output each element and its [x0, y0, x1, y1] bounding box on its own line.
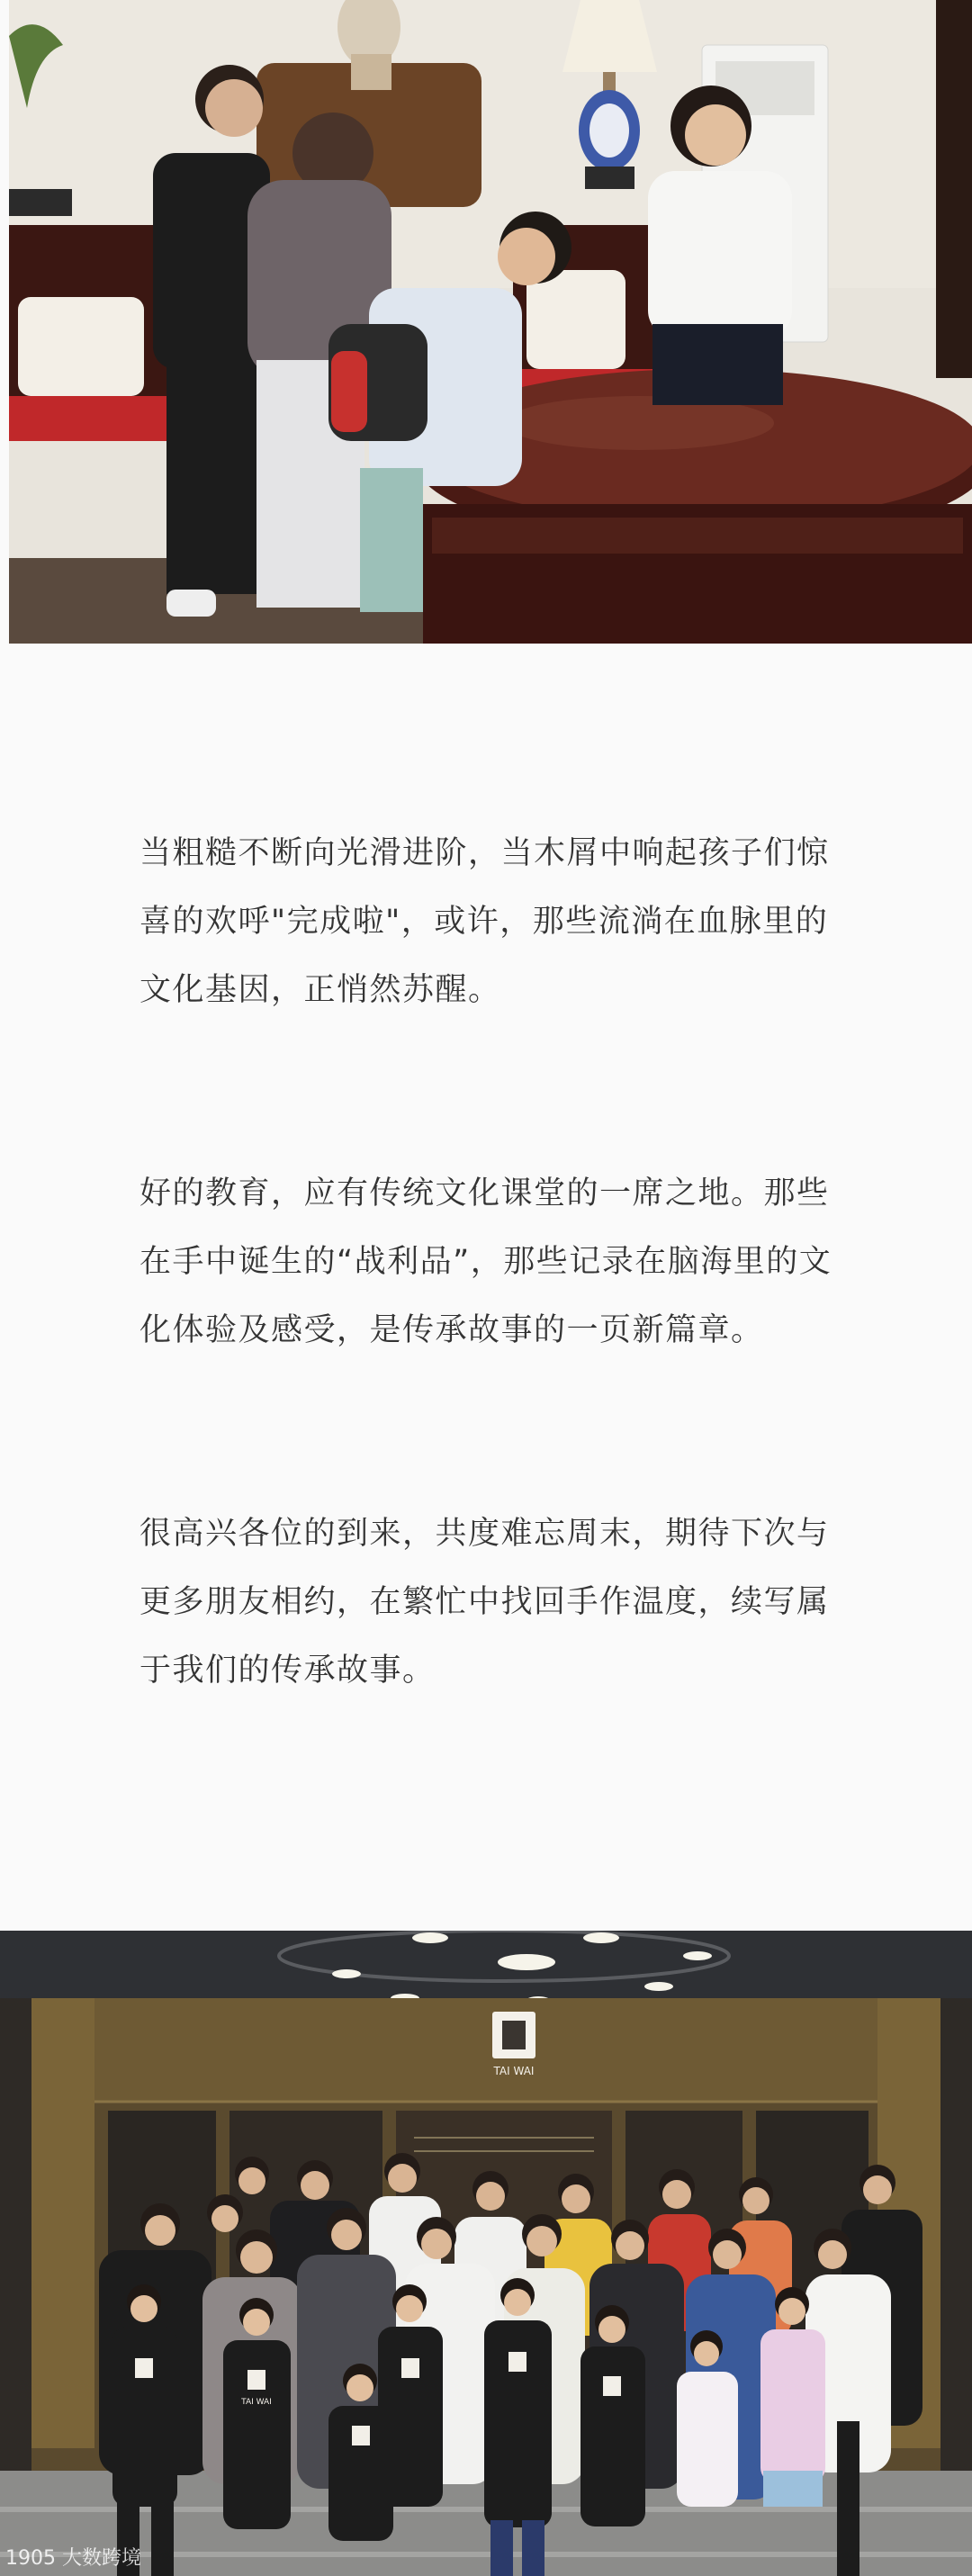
apron-text: TAI WAI [241, 2398, 272, 2407]
bottom-group-photo [0, 1931, 972, 2576]
paragraph-3: 很高兴各位的到来，共度难忘周末，期待下次与更多朋友相约，在繁忙中找回手作温度，续写属于我们的传承故事。 [140, 1516, 830, 1689]
article-body [140, 819, 837, 1840]
paragraph-2: 好的教育，应有传统文化课堂的一席之地。那些在手中诞生的“战利品”，那些记录在脑海里的文化体验及感受，是传承故事的一页新篇章。 [140, 1175, 832, 1348]
store-sign-text: TAI WAI [493, 2065, 535, 2077]
watermark: 1905 大数跨境 [5, 2547, 141, 2570]
paragraph-1: 当粗糙不断向光滑进阶，当木屑中响起孩子们惊喜的欢呼"完成啦"，或许，那些流淌在血脉里的文化基因，正悄然苏醒。 [140, 835, 830, 1008]
top-photo [9, 0, 972, 644]
